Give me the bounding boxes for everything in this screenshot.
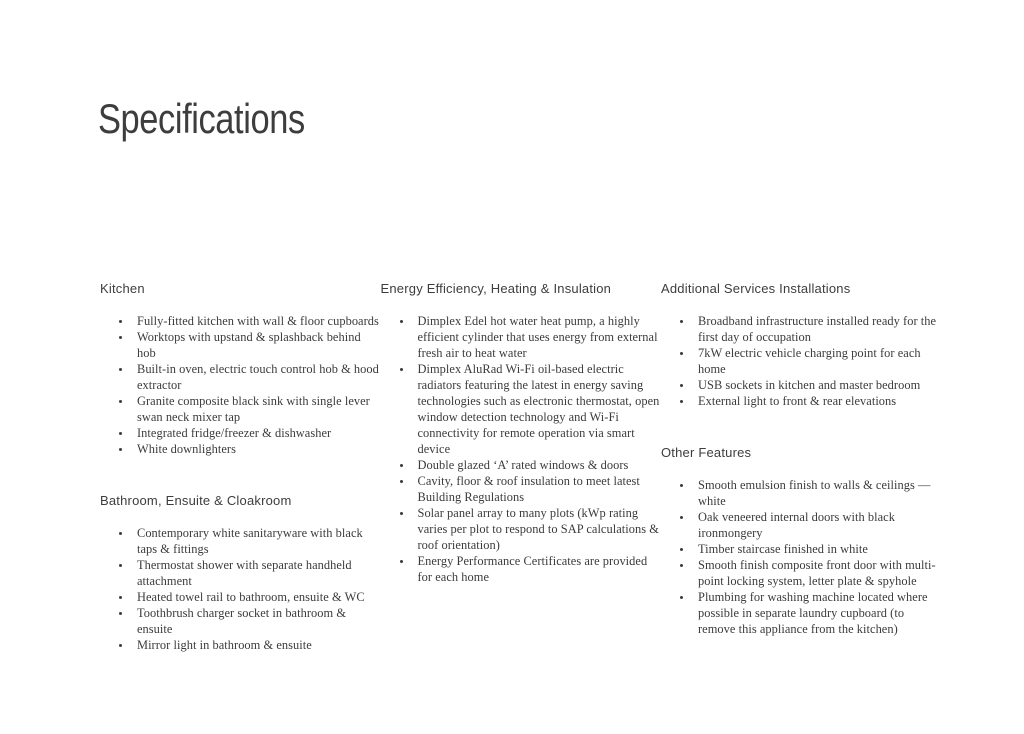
- section-heading: Bathroom, Ensuite & Cloakroom: [100, 493, 292, 508]
- bullet-icon: [119, 432, 122, 435]
- list-item-text: Energy Performance Certificates are provided for each home: [417, 554, 651, 584]
- bullet-icon: [400, 320, 403, 323]
- bullet-icon: [119, 532, 122, 535]
- bullet-icon: [680, 596, 683, 599]
- list-item: [100, 329, 381, 361]
- list-item: [100, 525, 381, 557]
- bullet-icon: [119, 596, 122, 599]
- section-heading: Energy Efficiency, Heating & Insulation: [380, 281, 612, 296]
- spec-column: [661, 281, 942, 653]
- bullet-icon: [680, 516, 683, 519]
- list-item-text: Solar panel array to many plots (kWp rating varies per plot to respond to SAP calculations & roof orientation): [417, 506, 663, 552]
- bullet-icon: [400, 512, 403, 515]
- bullet-icon: [680, 352, 683, 355]
- list-item: [661, 313, 942, 345]
- list-item-text: Smooth finish composite front door with multi-point locking system, letter plate & spyhole: [698, 558, 936, 588]
- list-item: [661, 509, 942, 541]
- list-item-text: Broadband infrastructure installed ready for the first day of occupation: [698, 314, 940, 344]
- list-item: [100, 361, 381, 393]
- spec-columns: [100, 281, 942, 653]
- bullet-icon: [680, 484, 683, 487]
- list-item-text: Plumbing for washing machine located where possible in separate laundry cupboard (to remove this appliance from the kitchen): [698, 590, 931, 636]
- list-item-text: Thermostat shower with separate handheld attachment: [137, 558, 355, 588]
- list-item-text: Fully-fitted kitchen with wall & floor cupboards: [137, 314, 379, 328]
- section-item-list: [661, 313, 942, 409]
- list-item: [381, 313, 662, 361]
- list-item: [661, 377, 942, 393]
- spec-section: [661, 445, 942, 637]
- bullet-icon: [119, 612, 122, 615]
- list-item: [381, 505, 662, 553]
- list-item: [100, 589, 381, 605]
- section-item-list: [661, 477, 942, 637]
- bullet-icon: [119, 368, 122, 371]
- list-item-text: USB sockets in kitchen and master bedroom: [698, 378, 921, 392]
- list-item: [100, 637, 381, 653]
- bullet-icon: [680, 400, 683, 403]
- bullet-icon: [400, 464, 403, 467]
- list-item-text: Smooth emulsion finish to walls & ceilings — white: [698, 478, 934, 508]
- spec-section: [381, 281, 662, 585]
- list-item-text: Double glazed ‘A’ rated windows & doors: [417, 458, 629, 472]
- list-item-text: 7kW electric vehicle charging point for each home: [698, 346, 924, 376]
- list-item-text: Integrated fridge/freezer & dishwasher: [137, 426, 332, 440]
- spec-column: [381, 281, 662, 653]
- spec-column: [100, 281, 381, 653]
- list-item-text: Dimplex Edel hot water heat pump, a highly efficient cylinder that uses energy from external fresh air to heat water: [417, 314, 661, 360]
- bullet-icon: [119, 336, 122, 339]
- bullet-icon: [680, 564, 683, 567]
- list-item-text: Timber staircase finished in white: [698, 542, 868, 556]
- bullet-icon: [119, 564, 122, 567]
- list-item: [661, 393, 942, 409]
- list-item-text: Cavity, floor & roof insulation to meet latest Building Regulations: [417, 474, 644, 504]
- section-heading: Kitchen: [100, 281, 145, 296]
- list-item-text: Dimplex AluRad Wi-Fi oil-based electric radiators featuring the latest in energy saving technologies such as electronic thermostat, open window detection technology and Wi-Fi connectivity for remote operation via smart device: [417, 362, 663, 456]
- bullet-icon: [400, 368, 403, 371]
- list-item: [100, 313, 381, 329]
- bullet-icon: [119, 448, 122, 451]
- list-item: [661, 541, 942, 557]
- list-item: [381, 361, 662, 457]
- list-item: [100, 393, 381, 425]
- bullet-icon: [119, 320, 122, 323]
- list-item-text: Heated towel rail to bathroom, ensuite & WC: [137, 590, 365, 604]
- list-item: [381, 457, 662, 473]
- list-item: [100, 605, 381, 637]
- list-item: [661, 589, 942, 637]
- list-item: [100, 557, 381, 589]
- bullet-icon: [119, 400, 122, 403]
- list-item: [661, 345, 942, 377]
- bullet-icon: [680, 384, 683, 387]
- list-item-text: Granite composite black sink with single lever swan neck mixer tap: [137, 394, 374, 424]
- list-item: [661, 477, 942, 509]
- spec-section: [100, 281, 381, 457]
- bullet-icon: [400, 480, 403, 483]
- spec-section: [661, 281, 942, 409]
- bullet-icon: [119, 644, 122, 647]
- list-item-text: External light to front & rear elevations: [698, 394, 897, 408]
- list-item-text: Oak veneered internal doors with black ironmongery: [698, 510, 899, 540]
- list-item: [381, 553, 662, 585]
- list-item-text: Worktops with upstand & splashback behind hob: [137, 330, 368, 360]
- list-item-text: Contemporary white sanitaryware with black taps & fittings: [137, 526, 366, 556]
- page-title: Specifications: [98, 95, 305, 142]
- list-item-text: Toothbrush charger socket in bathroom & ensuite: [137, 606, 350, 636]
- section-heading: Other Features: [661, 445, 752, 460]
- bullet-icon: [400, 560, 403, 563]
- section-item-list: [100, 313, 381, 457]
- list-item-text: Built-in oven, electric touch control hob & hood extractor: [137, 362, 383, 392]
- list-item: [100, 425, 381, 441]
- section-item-list: [100, 525, 381, 653]
- section-item-list: [381, 313, 662, 585]
- list-item: [100, 441, 381, 457]
- list-item: [661, 557, 942, 589]
- list-item: [381, 473, 662, 505]
- bullet-icon: [680, 548, 683, 551]
- list-item-text: White downlighters: [137, 442, 236, 456]
- bullet-icon: [680, 320, 683, 323]
- spec-section: [100, 493, 381, 653]
- section-heading: Additional Services Installations: [661, 281, 851, 296]
- list-item-text: Mirror light in bathroom & ensuite: [137, 638, 312, 652]
